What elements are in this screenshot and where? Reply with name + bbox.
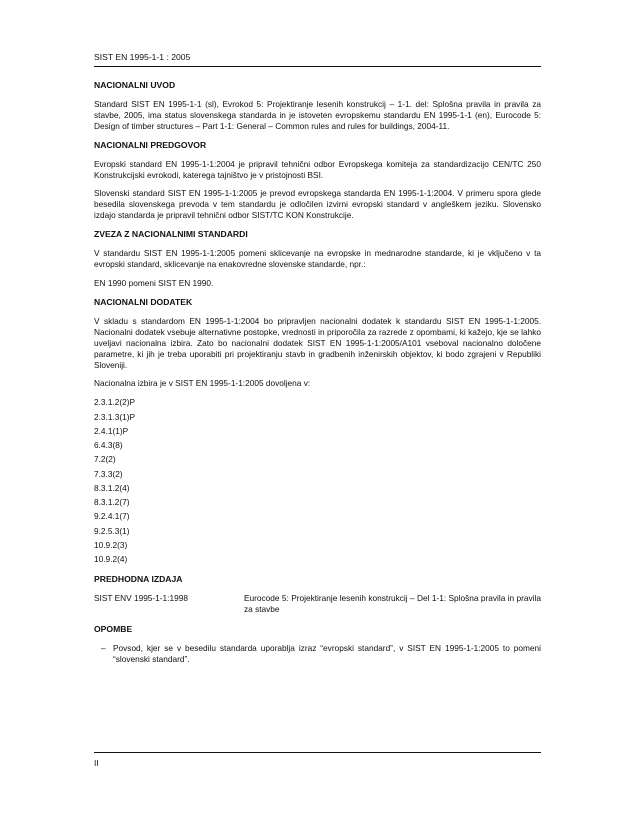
section-heading: NACIONALNI UVOD (94, 79, 176, 90)
page-number: II (94, 758, 99, 768)
document-page (94, 52, 541, 673)
section-zveza-z-nacionalnimi-standardi (94, 229, 541, 289)
paragraph: Standard SIST EN 1995-1-1 (sl), Evrokod 5: Projektiranje lesenih konstrukcij – 1-1. del: Splošna pravila in pravila za stavbe, 2005, ima status slovenskega standarda in je istoveten evropskemu standardu EN 1995-1-1 (en), Eurocode 5: Design of timber structures – Part 1-1: General – Common rules and rules for buildings, 2004-11. (94, 98, 541, 131)
list-item: 6.4.3(8) (94, 440, 123, 451)
list-item: 9.2.5.3(1) (94, 525, 130, 536)
note-item (101, 643, 541, 665)
previous-edition-row (94, 593, 541, 615)
list-item: 7.3.3(2) (94, 468, 123, 479)
paragraph: Nacionalna izbira je v SIST EN 1995-1-1:2005 dovoljena v: (94, 378, 311, 389)
paragraph: V skladu s standardom EN 1995-1-1:2004 bo pripravljen nacionalni dodatek k standardu SIST EN 1995-1-1:2005. Nacionalni dodatek vsebuje alternativne postopke, vrednosti in priporočila za razrede z opombami, ki kažejo, kje se lahko uveljavi nacionalna izbira. Zato bo nacionalni dodatek SIST EN 1995-1-1:2005/A101 vseboval nacionalno določene parametre, ki jih je treba uporabiti pri projektiranju stavb in gradbenih inženirskih objektov, ki bodo zgrajeni v Republiki Sloveniji. (94, 315, 541, 370)
previous-edition-code: SIST ENV 1995-1-1:1998 (94, 592, 188, 603)
list-item: 8.3.1.2(7) (94, 497, 130, 508)
section-heading: PREDHODNA IZDAJA (94, 573, 183, 584)
list-item: 10.9.2(3) (94, 539, 128, 550)
note-text: Povsod, kjer se v besedilu standarda uporablja izraz “evropski standard”, v SIST EN 1995-1-1:2005 to pomeni “slovenski standard”. (113, 642, 541, 664)
paragraph: V standardu SIST EN 1995-1-1:2005 pomeni sklicevanje na evropske in mednarodne standarde, ki je vključeno v ta evropski standard, sklicevanje na enakovredne slovenske standarde, npr.: (94, 248, 541, 270)
section-predhodna-izdaja (94, 574, 541, 615)
running-header: SIST EN 1995-1-1 : 2005 (94, 52, 541, 67)
list-item: 8.3.1.2(4) (94, 482, 130, 493)
section-heading: NACIONALNI DODATEK (94, 296, 193, 307)
list-item: 2.3.1.3(1)P (94, 411, 136, 422)
section-heading: OPOMBE (94, 623, 133, 634)
previous-edition-title: Eurocode 5: Projektiranje lesenih konstrukcij – Del 1-1: Splošna pravila in pravila za stavbe (244, 592, 541, 614)
paragraph: EN 1990 pomeni SIST EN 1990. (94, 277, 214, 288)
section-heading: NACIONALNI PREDGOVOR (94, 139, 207, 150)
list-item: 2.3.1.2(2)P (94, 397, 136, 408)
dash-bullet: – (101, 642, 106, 653)
list-item: 9.2.4.1(7) (94, 511, 130, 522)
paragraph: Evropski standard EN 1995-1-1:2004 je pripravil tehnični odbor Evropskega komiteja za standardizacijo CEN/TC 250 Konstrukcijski evrokodi, katerega tajništvo je v pristojnosti BSI. (94, 158, 541, 180)
section-opombe (94, 624, 541, 665)
clause-list (94, 397, 541, 565)
list-item: 10.9.2(4) (94, 554, 128, 565)
section-nacionalni-dodatek (94, 297, 541, 565)
list-item: 7.2(2) (94, 454, 116, 465)
page-footer (94, 752, 541, 768)
paragraph: Slovenski standard SIST EN 1995-1-1:2005 je prevod evropskega standarda EN 1995-1-1:2004. V primeru spora glede besedila slovenskega prevoda v tem standardu je odločilen izvirni evropski standard v angleškem jeziku. Slovensko izdajo standarda je pripravil tehnični odbor SIST/TC KON Konstrukcije. (94, 188, 541, 221)
section-nacionalni-uvod (94, 80, 541, 132)
section-nacionalni-predgovor (94, 140, 541, 222)
list-item: 2.4.1(1)P (94, 425, 129, 436)
section-heading: ZVEZA Z NACIONALNIMI STANDARDI (94, 229, 248, 240)
